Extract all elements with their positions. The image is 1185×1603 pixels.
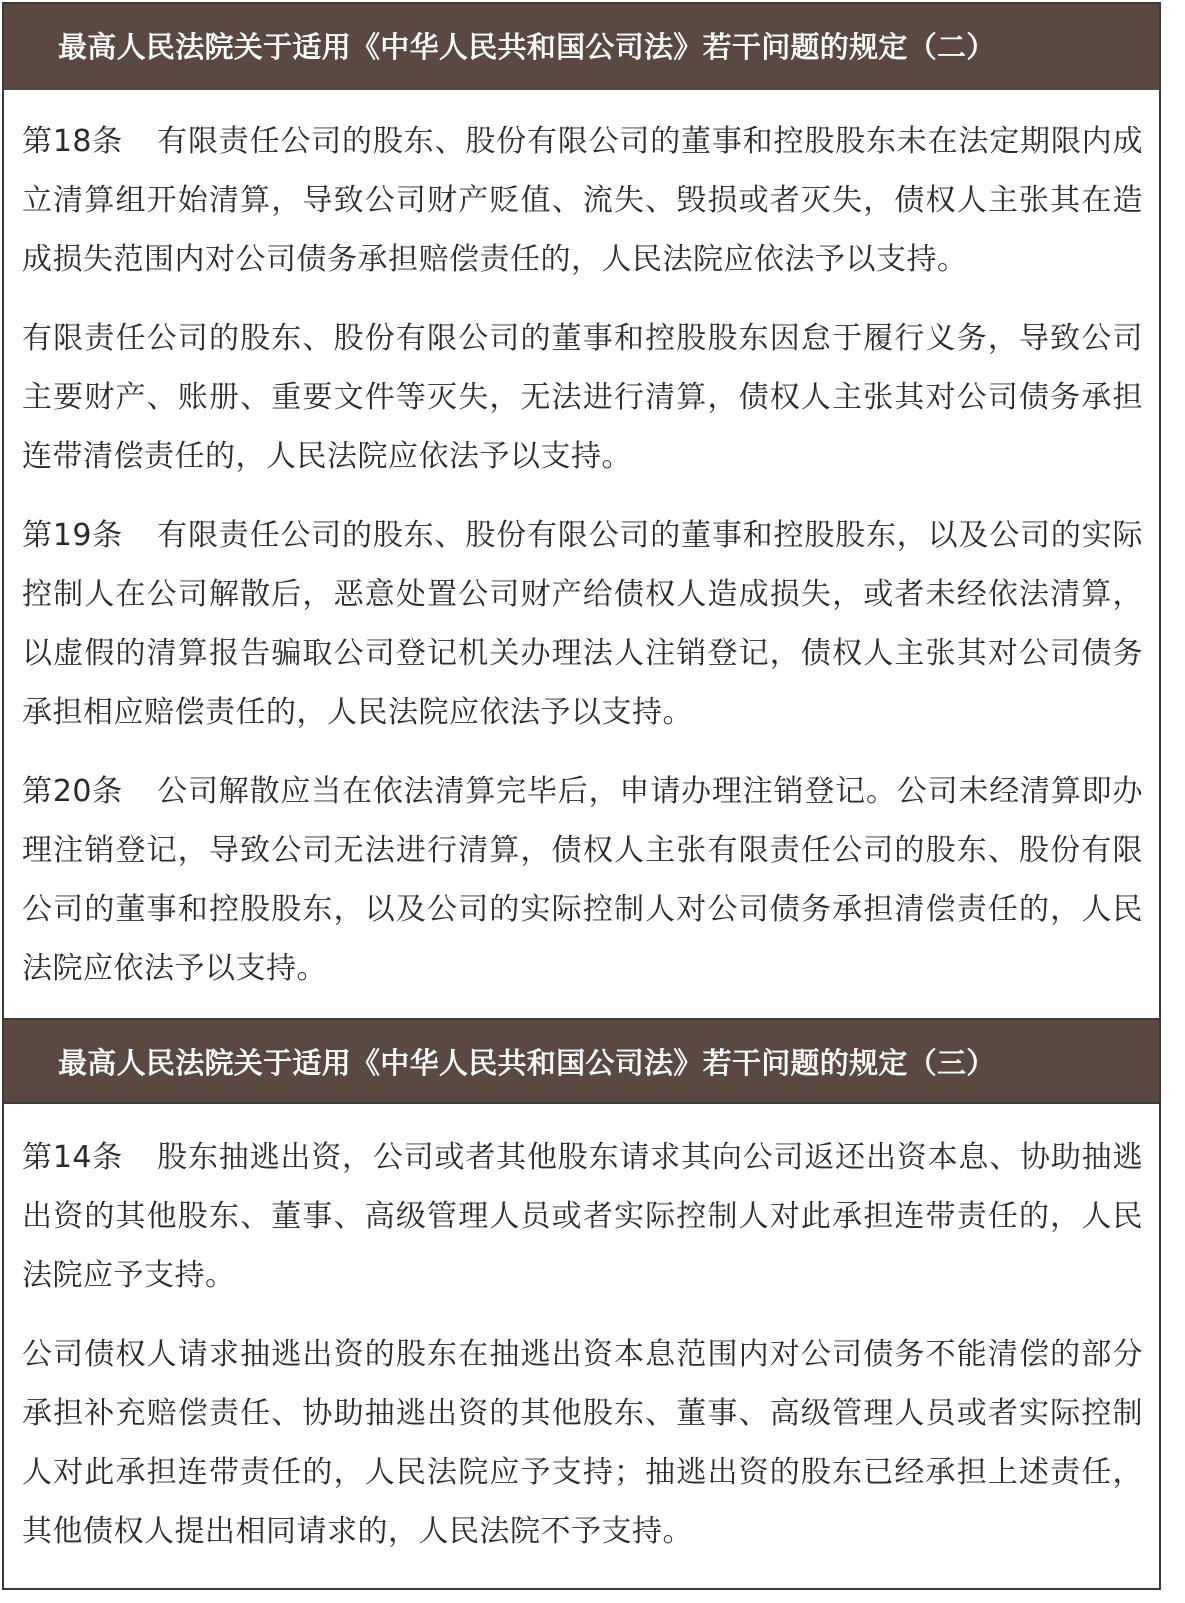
article-number: 第14条 — [22, 1140, 124, 1175]
article-text: 有限责任公司的股东、股份有限公司的董事和控股股东未在法定期限内成立清算组开始清算，导致公司财产贬值、流失、毁损或者灭失，债权人主张其在造成损失范围内对公司债务承担赔偿责任的，人民法院应依法予以支持。 — [22, 124, 1143, 277]
article-text: 有限责任公司的股东、股份有限公司的董事和控股股东因怠于履行义务，导致公司主要财产、账册、重要文件等灭失，无法进行清算，债权人主张其对公司债务承担连带清偿责任的，人民法院应依法予以支持。 — [22, 321, 1143, 474]
article-19-paragraph — [22, 506, 1143, 742]
article-text: 有限责任公司的股东、股份有限公司的董事和控股股东，以及公司的实际控制人在公司解散后，恶意处置公司财产给债权人造成损失，或者未经依法清算，以虚假的清算报告骗取公司登记机关办理法人注销登记，债权人主张其对公司债务承担相应赔偿责任的，人民法院应依法予以支持。 — [22, 518, 1143, 730]
article-14-paragraph — [22, 1128, 1143, 1305]
article-text: 股东抽逃出资，公司或者其他股东请求其向公司返还出资本息、协助抽逃出资的其他股东、董事、高级管理人员或者实际控制人对此承担连带责任的，人民法院应予支持。 — [22, 1140, 1143, 1293]
article-number: 第18条 — [22, 124, 124, 159]
section-title-2: 最高人民法院关于适用《中华人民共和国公司法》若干问题的规定（二） — [4, 4, 1159, 90]
article-18-paragraph-2 — [22, 309, 1143, 486]
article-20-paragraph — [22, 762, 1143, 998]
document-panel — [2, 2, 1161, 1590]
article-text: 公司债权人请求抽逃出资的股东在抽逃出资本息范围内对公司债务不能清偿的部分承担补充赔偿责任、协助抽逃出资的其他股东、董事、高级管理人员或者实际控制人对此承担连带责任的，人民法院应予支持；抽逃出资的股东已经承担上述责任，其他债权人提出相同请求的，人民法院不予支持。 — [22, 1337, 1143, 1549]
section-title-3: 最高人民法院关于适用《中华人民共和国公司法》若干问题的规定（三） — [4, 1018, 1159, 1104]
article-number: 第19条 — [22, 518, 124, 553]
article-18-paragraph — [22, 112, 1143, 289]
section-provisions-3 — [4, 1128, 1159, 1561]
article-14-paragraph-2 — [22, 1325, 1143, 1561]
article-text: 公司解散应当在依法清算完毕后，申请办理注销登记。公司未经清算即办理注销登记，导致公司无法进行清算，债权人主张有限责任公司的股东、股份有限公司的董事和控股股东，以及公司的实际控制人对公司债务承担清偿责任的，人民法院应依法予以支持。 — [22, 774, 1143, 986]
article-number: 第20条 — [22, 774, 124, 809]
section-provisions-2 — [4, 112, 1159, 998]
